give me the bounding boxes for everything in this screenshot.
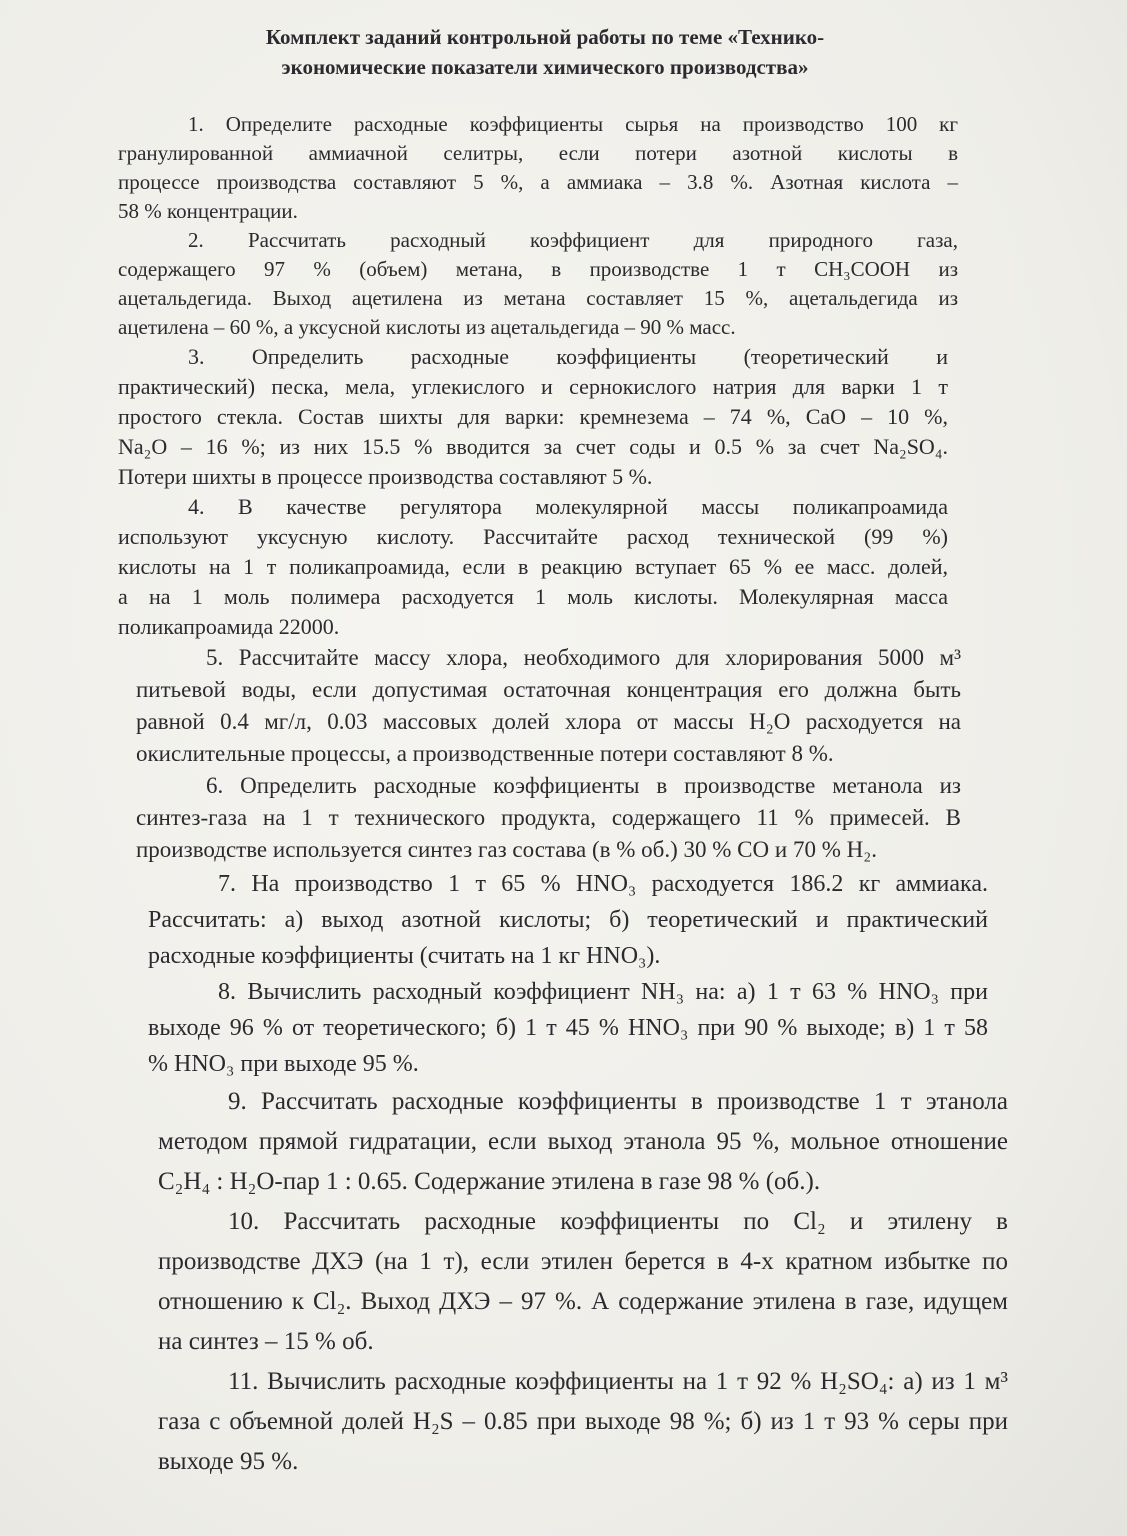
problem-line: используют уксусную кислоту. Рассчитайте расход технической (99 %) bbox=[118, 524, 948, 549]
problem-line: газа с объемной долей H₂S – 0.85 при выходе 98 %; б) из 1 т 93 % серы при bbox=[158, 1408, 1008, 1435]
problem-line: питьевой воды, если допустимая остаточная концентрация его должна быть bbox=[136, 677, 961, 702]
problem-line: методом прямой гидратации, если выход этанола 95 %, мольное отношение bbox=[158, 1128, 1008, 1155]
problem-line: 3. Определить расходные коэффициенты (теоретический и bbox=[188, 344, 948, 369]
problem-1 bbox=[118, 110, 958, 226]
problem-4 bbox=[118, 492, 948, 642]
title-line: Комплект заданий контрольной работы по теме «Технико- bbox=[265, 25, 825, 49]
problem-line: производстве ДХЭ (на 1 т), если этилен берется в 4-х кратном избытке по bbox=[158, 1248, 1008, 1275]
problem-line: отношению к Cl₂. Выход ДХЭ – 97 %. А содержание этилена в газе, идущем bbox=[158, 1288, 1008, 1315]
problem-11 bbox=[158, 1362, 1008, 1482]
problem-10 bbox=[158, 1202, 1008, 1362]
problem-line: ацетальдегида. Выход ацетилена из метана составляет 15 %, ацетальдегида из bbox=[118, 286, 958, 310]
problem-line: ацетилена – 60 %, а уксусной кислоты из ацетальдегида – 90 % масс. bbox=[118, 315, 736, 339]
problem-line: выходе 96 % от теоретического; б) 1 т 45 % HNO₃ при 90 % выходе; в) 1 т 58 bbox=[148, 1015, 988, 1041]
problem-line: 9. Рассчитать расходные коэффициенты в производстве 1 т этанола bbox=[228, 1088, 1008, 1115]
problem-line: 8. Вычислить расходный коэффициент NH₃ на: а) 1 т 63 % HNO₃ при bbox=[218, 979, 988, 1005]
problem-line: 4. В качестве регулятора молекулярной массы поликапроамида bbox=[188, 494, 948, 519]
problem-line: на синтез – 15 % об. bbox=[158, 1328, 374, 1355]
problem-line: простого стекла. Состав шихты для варки: кремнезема – 74 %, CaO – 10 %, bbox=[118, 404, 948, 429]
problem-line: C₂H₄ : H₂O-пар 1 : 0.65. Содержание этилена в газе 98 % (об.). bbox=[158, 1168, 821, 1195]
problem-line: Рассчитать: а) выход азотной кислоты; б) теоретический и практический bbox=[148, 907, 988, 933]
problem-line: Потери шихты в процессе производства составляют 5 %. bbox=[118, 464, 653, 489]
problem-line: 1. Определите расходные коэффициенты сырья на производство 100 кг bbox=[188, 112, 958, 136]
problem-8 bbox=[148, 974, 988, 1082]
problem-line: 5. Рассчитайте массу хлора, необходимого для хлорирования 5000 м³ bbox=[206, 645, 961, 670]
problem-5 bbox=[136, 642, 961, 770]
title-line: экономические показатели химического производства» bbox=[281, 55, 809, 79]
problem-line: содержащего 97 % (объем) метана, в производстве 1 т CH₃COOH из bbox=[118, 257, 958, 281]
problem-line: 6. Определить расходные коэффициенты в производстве метанола из bbox=[206, 773, 961, 798]
problem-line: окислительные процессы, а производственные потери составляют 8 %. bbox=[136, 741, 834, 766]
problem-line: 7. На производство 1 т 65 % HNO₃ расходуется 186.2 кг аммиака. bbox=[218, 871, 988, 897]
problem-line: производстве используется синтез газ состава (в % об.) 30 % CO и 70 % H₂. bbox=[136, 837, 877, 862]
problem-line: гранулированной аммиачной селитры, если потери азотной кислоты в bbox=[118, 141, 958, 165]
problem-line: Na₂O – 16 %; из них 15.5 % вводится за счет соды и 0.5 % за счет Na₂SO₄. bbox=[118, 434, 948, 459]
problem-line: кислоты на 1 т поликапроамида, если в реакцию вступает 65 % ее масс. долей, bbox=[118, 554, 948, 579]
problem-9 bbox=[158, 1082, 1008, 1202]
problem-line: 10. Рассчитать расходные коэффициенты по Cl₂ и этилену в bbox=[228, 1208, 1008, 1235]
problem-line: равной 0.4 мг/л, 0.03 массовых долей хлора от массы H₂O расходуется на bbox=[136, 709, 961, 734]
problem-2 bbox=[118, 226, 958, 342]
problem-line: выходе 95 %. bbox=[158, 1448, 299, 1475]
problem-line: 11. Вычислить расходные коэффициенты на 1 т 92 % H₂SO₄: а) из 1 м³ bbox=[228, 1368, 1008, 1395]
problem-3 bbox=[118, 342, 948, 492]
problem-6 bbox=[136, 770, 961, 866]
problem-line: практический) песка, мела, углекислого и сернокислого натрия для варки 1 т bbox=[118, 374, 948, 399]
problem-line: а на 1 моль полимера расходуется 1 моль кислоты. Молекулярная масса bbox=[118, 584, 948, 609]
document-title bbox=[205, 22, 885, 82]
problem-line: расходные коэффициенты (считать на 1 кг HNO₃). bbox=[148, 943, 661, 969]
problem-line: % HNO₃ при выходе 95 %. bbox=[148, 1051, 419, 1077]
problem-line: синтез-газа на 1 т технического продукта, содержащего 11 % примесей. В bbox=[136, 805, 961, 830]
problem-list bbox=[118, 110, 1008, 1482]
problem-line: 58 % концентрации. bbox=[118, 199, 298, 223]
problem-7 bbox=[148, 866, 988, 974]
problem-line: процессе производства составляют 5 %, а аммиака – 3.8 %. Азотная кислота – bbox=[118, 170, 958, 194]
problem-line: поликапроамида 22000. bbox=[118, 614, 340, 639]
problem-line: 2. Рассчитать расходный коэффициент для природного газа, bbox=[188, 228, 958, 252]
